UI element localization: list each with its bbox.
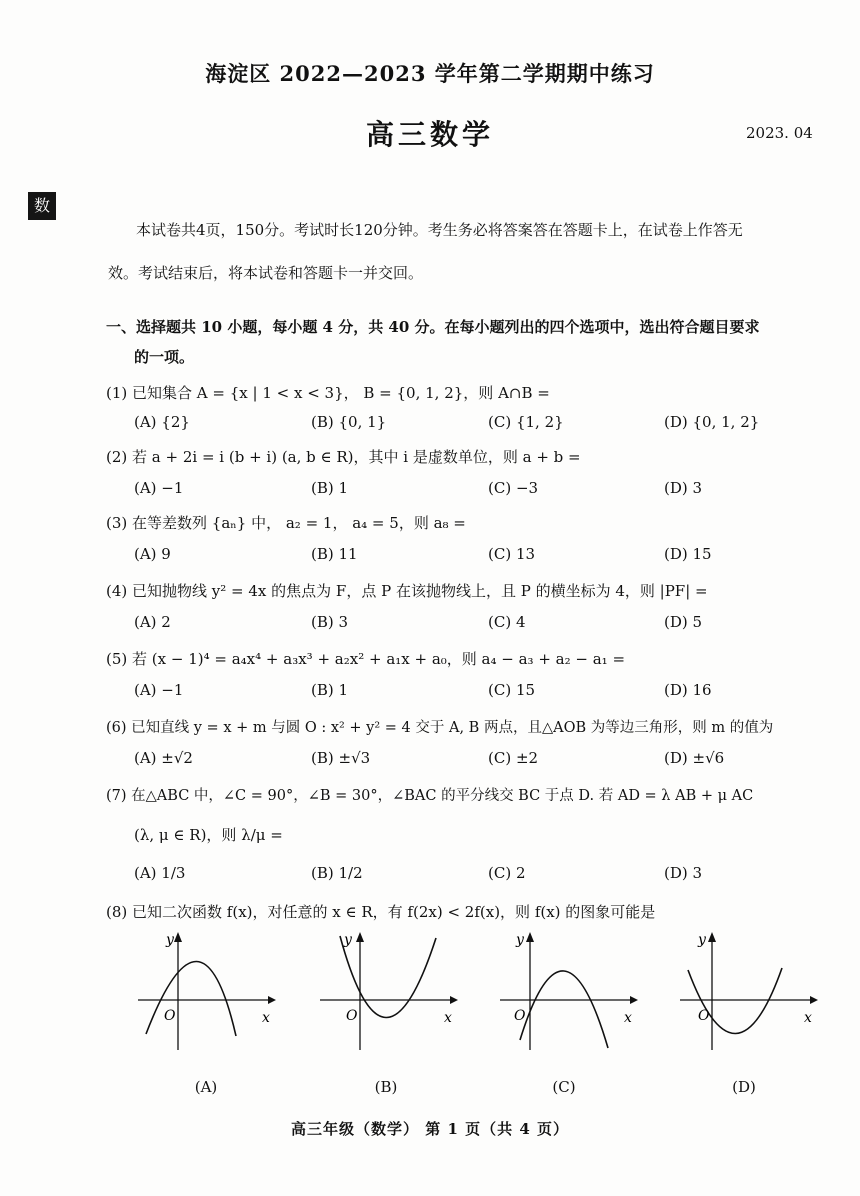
question-4-option-b: (B) 3 [311,613,349,631]
exam-title: 海淀区 2022—2023 学年第二学期期中练习 [205,61,655,86]
graph-c-origin-label: O [514,1008,526,1024]
graph-c-x-label: x [624,1010,632,1026]
question-2-option-b: (B) 1 [311,479,349,497]
graph-c-y-label: y [516,932,524,948]
graph-d [672,928,822,1056]
question-8-option-a: (A) [194,1078,218,1096]
graph-c [492,928,642,1056]
graph-a-origin-label: O [164,1008,176,1024]
question-7-option-d: (D) 3 [664,864,703,882]
question-2-option-d: (D) 3 [664,479,703,497]
question-5-option-a: (A) −1 [134,681,184,699]
question-5-option-d: (D) 16 [664,681,712,699]
question-7-option-b: (B) 1/2 [311,864,363,882]
section-1-heading: 一、选择题共 10 小题，每小题 4 分，共 40 分。在每小题列出的四个选项中，选出符合题目要求 [106,318,760,336]
question-3-stem: (3) 在等差数列 {aₙ} 中， a₂ = 1， a₄ = 5，则 a₈ = [106,514,466,532]
question-6-option-a: (A) ±√2 [134,749,193,767]
question-8-stem: (8) 已知二次函数 f(x)，对任意的 x ∈ R，有 f(2x) < 2f(x)，则 f(x) 的图象可能是 [106,903,656,921]
question-7-stem: (7) 在△ABC 中，∠C = 90°，∠B = 30°，∠BAC 的平分线交 BC 于点 D. 若 AD = λ AB + μ AC [106,788,754,804]
question-8-option-c: (C) [552,1078,576,1096]
question-3-option-d: (D) 15 [664,545,712,563]
question-7-option-a: (A) 1/3 [134,864,186,882]
question-8-option-b: (B) [374,1078,398,1096]
question-6-option-b: (B) ±√3 [311,749,371,767]
question-6-option-c: (C) ±2 [488,749,539,767]
page-footer: 高三年级（数学） 第 1 页（共 4 页） [291,1120,569,1138]
exam-date: 2023. 04 [746,124,813,142]
section-1-heading-cont: 的一项。 [134,348,195,366]
question-5-option-b: (B) 1 [311,681,349,699]
question-4-option-c: (C) 4 [488,613,526,631]
graph-a [130,928,280,1056]
graph-b [312,928,462,1056]
question-1-option-a: (A) {2} [134,413,190,431]
subject-side-tab: 数 [28,192,56,220]
question-3-option-a: (A) 9 [134,545,171,563]
question-7-stem-cont: (λ, μ ∈ R)，则 λ/μ = [134,826,283,844]
question-1-option-b: (B) {0, 1} [311,413,387,431]
graph-d-origin-label: O [698,1008,710,1024]
question-5-stem: (5) 若 (x − 1)⁴ = a₄x⁴ + a₃x³ + a₂x² + a₁x + a₀，则 a₄ − a₃ + a₂ − a₁ = [106,650,626,668]
question-8-option-d: (D) [732,1078,756,1096]
question-4-option-a: (A) 2 [134,613,171,631]
graph-a-y-label: y [166,932,174,948]
question-6-option-d: (D) ±√6 [664,749,725,767]
question-3-option-b: (B) 11 [311,545,358,563]
question-4-option-d: (D) 5 [664,613,703,631]
question-7-option-c: (C) 2 [488,864,526,882]
question-2-option-a: (A) −1 [134,479,184,497]
subject-title: 高三数学 [365,118,494,151]
question-2-stem: (2) 若 a + 2i = i (b + i) (a, b ∈ R)，其中 i 是虚数单位，则 a + b = [106,448,581,466]
question-1-stem: (1) 已知集合 A = {x | 1 < x < 3}， B = {0, 1, 2}，则 A∩B = [106,384,550,402]
graph-b-x-label: x [444,1010,452,1026]
graph-d-x-label: x [804,1010,812,1026]
question-4-stem: (4) 已知抛物线 y² = 4x 的焦点为 F，点 P 在该抛物线上，且 P 的横坐标为 4，则 |PF| = [106,582,708,600]
intro-line-2: 效。考试结束后，将本试卷和答题卡一并交回。 [108,264,424,282]
question-1-option-c: (C) {1, 2} [488,413,564,431]
question-3-option-c: (C) 13 [488,545,536,563]
graph-d-y-label: y [698,932,706,948]
graph-b-y-label: y [344,932,352,948]
question-5-option-c: (C) 15 [488,681,536,699]
graph-a-x-label: x [262,1010,270,1026]
graph-b-origin-label: O [346,1008,358,1024]
question-6-stem: (6) 已知直线 y = x + m 与圆 O : x² + y² = 4 交于 A, B 两点，且△AOB 为等边三角形，则 m 的值为 [106,720,774,736]
question-1-option-d: (D) {0, 1, 2} [664,413,760,431]
question-2-option-c: (C) −3 [488,479,539,497]
intro-line-1: 本试卷共4页，150分。考试时长120分钟。考生务必将答案答在答题卡上，在试卷上作答无 [136,221,743,239]
